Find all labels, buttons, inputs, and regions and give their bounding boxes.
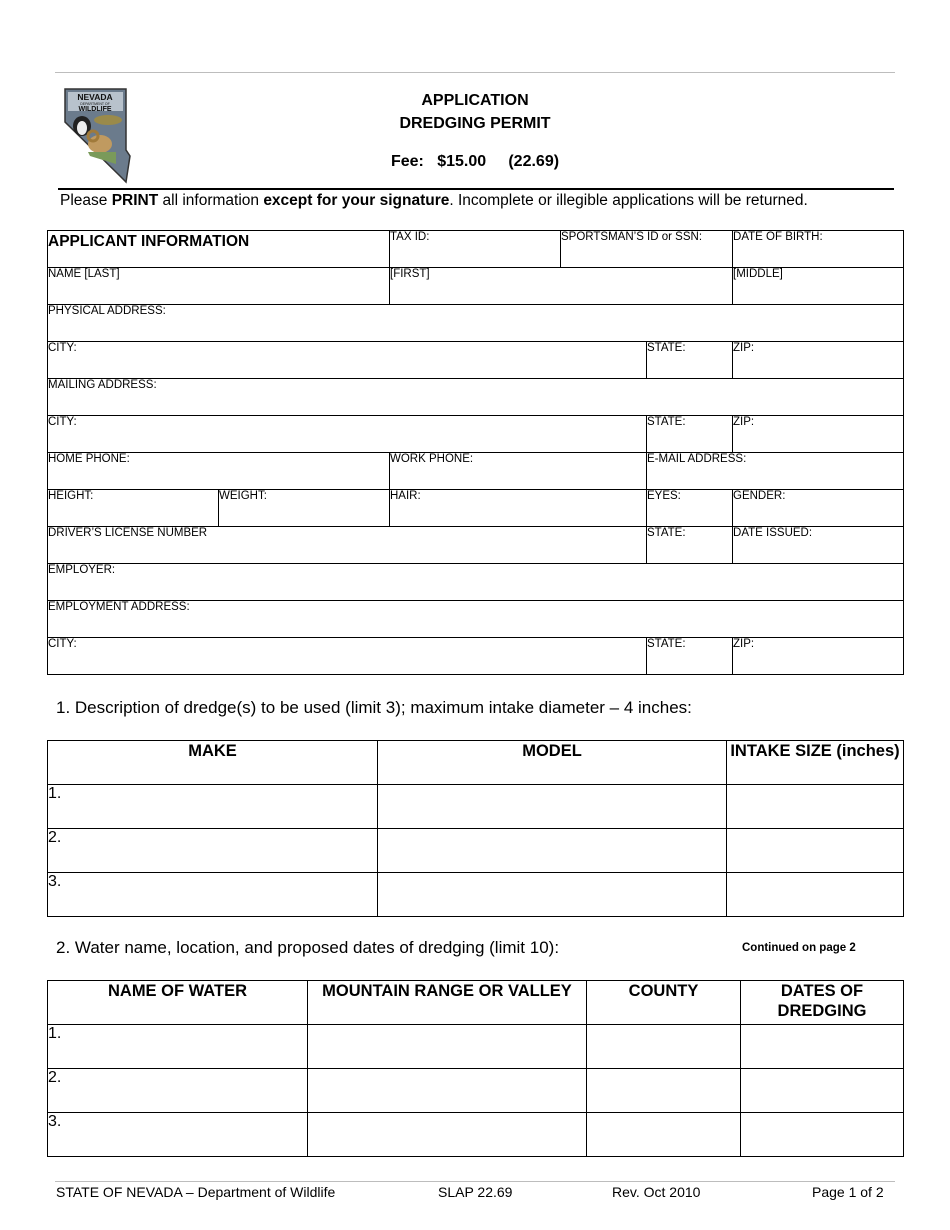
table-row (48, 1025, 904, 1069)
instr-text-3: . Incomplete or illegible applications will be returned. (449, 192, 808, 209)
table-row (48, 1113, 904, 1157)
model-header: MODEL (378, 741, 727, 785)
water-row-number[interactable]: 1. (48, 1025, 308, 1069)
dredge-intake-cell[interactable] (727, 785, 904, 829)
mailing-address-field[interactable]: MAILING ADDRESS: (48, 379, 904, 416)
table-row (48, 785, 904, 829)
date-issued-field[interactable]: DATE ISSUED: (733, 527, 904, 564)
sportsman-id-field[interactable]: SPORTSMAN’S ID or SSN: (561, 231, 733, 268)
employment-zip-field[interactable]: ZIP: (733, 638, 904, 675)
water-dates-cell[interactable] (741, 1069, 904, 1113)
form-title-line2: DREDGING PERMIT (399, 115, 551, 132)
employment-state-field[interactable]: STATE: (647, 638, 733, 675)
svg-text:WILDLIFE: WILDLIFE (78, 106, 112, 113)
employment-address-field[interactable]: EMPLOYMENT ADDRESS: (48, 601, 904, 638)
question-1-text: 1. Description of dredge(s) to be used (limit 3); maximum intake diameter – 4 inches: (56, 698, 692, 717)
table-row (48, 829, 904, 873)
weight-field[interactable]: WEIGHT: (219, 490, 390, 527)
print-instructions (60, 192, 900, 210)
tax-id-field[interactable]: TAX ID: (390, 231, 561, 268)
footer-form-number: SLAP 22.69 (438, 1184, 513, 1200)
nevada-wildlife-logo (60, 86, 132, 186)
water-county-cell[interactable] (587, 1069, 741, 1113)
dl-state-field[interactable]: STATE: (647, 527, 733, 564)
make-header: MAKE (48, 741, 378, 785)
instr-text-1: Please (60, 192, 112, 209)
mailing-zip-field[interactable]: ZIP: (733, 416, 904, 453)
question-2-text: 2. Water name, location, and proposed dates of dredging (limit 10): (56, 938, 560, 957)
dredge-row-number[interactable]: 3. (48, 873, 378, 917)
table-row (48, 873, 904, 917)
physical-state-field[interactable]: STATE: (647, 342, 733, 379)
water-range-cell[interactable] (308, 1025, 587, 1069)
svg-text:NEVADA: NEVADA (77, 92, 113, 102)
name-middle-field[interactable]: [MIDDLE] (733, 268, 904, 305)
mountain-range-header: MOUNTAIN RANGE OR VALLEY (308, 981, 587, 1025)
home-phone-field[interactable]: HOME PHONE: (48, 453, 390, 490)
footer-revision: Rev. Oct 2010 (612, 1184, 701, 1200)
water-row-number[interactable]: 3. (48, 1113, 308, 1157)
applicant-info-heading: APPLICANT INFORMATION (48, 231, 390, 268)
county-header: COUNTY (587, 981, 741, 1025)
footer-agency: STATE OF NEVADA – Department of Wildlife (56, 1184, 336, 1200)
header-rule (58, 188, 894, 190)
height-field[interactable]: HEIGHT: (48, 490, 219, 527)
dredge-model-cell[interactable] (378, 785, 727, 829)
physical-zip-field[interactable]: ZIP: (733, 342, 904, 379)
physical-city-field[interactable]: CITY: (48, 342, 647, 379)
top-rule (55, 72, 895, 73)
hair-field[interactable]: HAIR: (390, 490, 647, 527)
instr-signature: except for your signature (263, 192, 450, 209)
water-row-number[interactable]: 2. (48, 1069, 308, 1113)
dredge-model-cell[interactable] (378, 829, 727, 873)
work-phone-field[interactable]: WORK PHONE: (390, 453, 647, 490)
dredge-intake-cell[interactable] (727, 873, 904, 917)
instr-print: PRINT (111, 192, 159, 209)
applicant-information-table (47, 230, 904, 675)
email-field[interactable]: E-MAIL ADDRESS: (647, 453, 904, 490)
water-range-cell[interactable] (308, 1069, 587, 1113)
table-row (48, 1069, 904, 1113)
dates-header: DATES OF DREDGING (741, 981, 904, 1025)
water-dates-cell[interactable] (741, 1113, 904, 1157)
name-last-field[interactable]: NAME [LAST] (48, 268, 390, 305)
continued-note: Continued on page 2 (742, 942, 856, 954)
svg-text:DEPARTMENT OF: DEPARTMENT OF (80, 102, 110, 106)
intake-size-header: INTAKE SIZE (inches) (727, 741, 904, 785)
fee-text: Fee: $15.00 (22.69) (390, 153, 560, 170)
water-table (47, 980, 904, 1157)
footer-page-number: Page 1 of 2 (812, 1184, 884, 1200)
name-of-water-header: NAME OF WATER (48, 981, 308, 1025)
form-title-line1: APPLICATION (421, 92, 529, 109)
water-county-cell[interactable] (587, 1025, 741, 1069)
mailing-city-field[interactable]: CITY: (48, 416, 647, 453)
footer-rule (55, 1181, 895, 1182)
employer-field[interactable]: EMPLOYER: (48, 564, 904, 601)
date-of-birth-field[interactable]: DATE OF BIRTH: (733, 231, 904, 268)
physical-address-field[interactable]: PHYSICAL ADDRESS: (48, 305, 904, 342)
instr-text-2: all information (158, 192, 264, 209)
name-first-field[interactable]: [FIRST] (390, 268, 733, 305)
dredge-model-cell[interactable] (378, 873, 727, 917)
dredge-row-number[interactable]: 2. (48, 829, 378, 873)
water-dates-cell[interactable] (741, 1025, 904, 1069)
gender-field[interactable]: GENDER: (733, 490, 904, 527)
dredge-intake-cell[interactable] (727, 829, 904, 873)
water-range-cell[interactable] (308, 1113, 587, 1157)
water-county-cell[interactable] (587, 1113, 741, 1157)
dredge-table (47, 740, 904, 917)
drivers-license-field[interactable]: DRIVER’S LICENSE NUMBER (48, 527, 647, 564)
mailing-state-field[interactable]: STATE: (647, 416, 733, 453)
employment-city-field[interactable]: CITY: (48, 638, 647, 675)
eyes-field[interactable]: EYES: (647, 490, 733, 527)
dredge-row-number[interactable]: 1. (48, 785, 378, 829)
